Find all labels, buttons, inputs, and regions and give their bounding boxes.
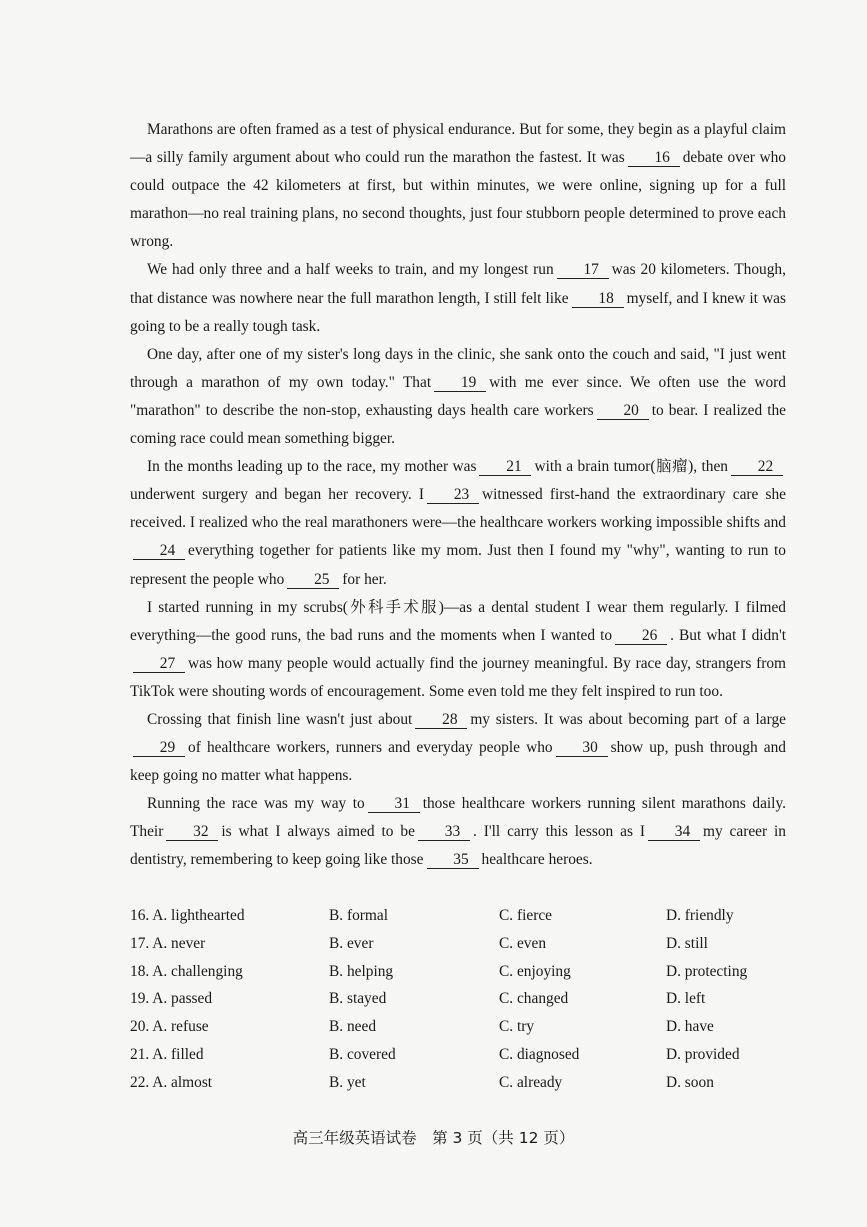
paragraph-text: I started running in my scrubs(外科手术服)—as a dental student I wear them regularly. I filmed everything—the good runs, the bad runs and the moments when I wanted to xyxy=(130,598,786,644)
option-row-18 xyxy=(130,958,786,986)
paragraph-text: those healthcare workers running silent marathons daily. Their xyxy=(130,795,786,841)
paragraph-text: One day, after one of my sister's long days in the clinic, she sank onto the couch and said, "I just went through a marathon of my own today." That xyxy=(130,345,786,391)
blank-23: 23 xyxy=(427,486,479,504)
paragraph-text: Marathons are often framed as a test of physical endurance. But for some, they begin as a playful claim—a silly family argument about who could run the marathon the fastest. It was xyxy=(130,121,786,167)
option-d: D. still xyxy=(666,934,708,952)
option-row-16 xyxy=(130,902,786,930)
paragraph-text: We had only three and a half weeks to train, and my longest run xyxy=(147,261,554,279)
paragraph-5 xyxy=(130,594,786,706)
option-row-22 xyxy=(130,1069,786,1097)
paragraph-text: everything together for patients like my mom. Just then I found my "why", wanting to run to represent the people who xyxy=(130,542,786,588)
paragraph-text: was 20 kilometers. Though, that distance was nowhere near the full marathon length, I still felt like xyxy=(130,261,786,307)
paragraph-text: . But what I didn't xyxy=(670,626,786,644)
paragraph-text: show up, push through and keep going no matter what happens. xyxy=(130,739,786,785)
blank-28: 28 xyxy=(415,711,467,729)
option-d: D. left xyxy=(666,990,706,1008)
option-a: 20. A. refuse xyxy=(130,1018,209,1036)
paragraph-text: witnessed first-hand the extraordinary care she received. I realized who the real marathoners were—the healthcare workers working impossible shifts and xyxy=(130,486,786,532)
paragraph-6 xyxy=(130,706,786,790)
paragraph-text: was how many people would actually find the journey meaningful. By race day, strangers from TikTok were shouting words of encouragement. Some even told me they felt inspired to run too. xyxy=(130,654,786,700)
cloze-passage xyxy=(130,116,786,875)
option-d: D. protecting xyxy=(666,962,748,980)
option-a: 18. A. challenging xyxy=(130,962,243,980)
option-row-19 xyxy=(130,985,786,1013)
blank-29: 29 xyxy=(133,739,185,757)
option-b: B. ever xyxy=(329,934,374,952)
paragraph-text: for her. xyxy=(342,570,387,588)
paragraph-1 xyxy=(130,116,786,256)
paragraph-text: underwent surgery and began her recovery. I xyxy=(130,486,425,504)
blank-31: 31 xyxy=(368,795,420,813)
paragraph-4 xyxy=(130,453,786,593)
blank-18: 18 xyxy=(572,290,624,308)
option-b: B. covered xyxy=(329,1045,396,1063)
option-b: B. stayed xyxy=(329,990,387,1008)
option-b: B. yet xyxy=(329,1073,366,1091)
option-row-20 xyxy=(130,1013,786,1041)
option-b: B. need xyxy=(329,1018,377,1036)
option-a: 21. A. filled xyxy=(130,1045,204,1063)
paragraph-7 xyxy=(130,790,786,874)
option-a: 16. A. lighthearted xyxy=(130,907,245,924)
paragraph-text: my sisters. It was about becoming part of a large xyxy=(470,710,786,728)
option-c: C. diagnosed xyxy=(499,1045,580,1063)
option-row-21 xyxy=(130,1041,786,1069)
blank-33: 33 xyxy=(418,823,470,841)
paragraph-text: debate over who could outpace the 42 kilometers at first, but within minutes, we were online, signing up for a full marathon—no real training plans, no second thoughts, just four stubborn people determined to prove each wrong. xyxy=(130,149,786,251)
paragraph-3 xyxy=(130,341,786,453)
blank-16: 16 xyxy=(628,149,680,167)
option-a: 17. A. never xyxy=(130,934,206,952)
paragraph-text: . I'll carry this lesson as I xyxy=(472,823,645,841)
paragraph-text: In the months leading up to the race, my mother was xyxy=(147,458,477,476)
paragraph-text: with me ever since. We often use the word "marathon" to describe the non-stop, exhausting days health care workers xyxy=(130,373,786,419)
option-b: B. helping xyxy=(329,962,394,980)
blank-24: 24 xyxy=(133,542,185,560)
option-d: D. soon xyxy=(666,1073,714,1091)
option-d: D. have xyxy=(666,1018,714,1036)
blank-17: 17 xyxy=(557,261,609,279)
option-d: D. provided xyxy=(666,1045,740,1063)
option-row-17 xyxy=(130,930,786,958)
blank-34: 34 xyxy=(648,823,700,841)
option-c: C. even xyxy=(499,934,547,952)
option-d: D. friendly xyxy=(666,907,734,924)
blank-35: 35 xyxy=(427,851,479,869)
blank-20: 20 xyxy=(597,402,649,420)
option-c: C. changed xyxy=(499,990,569,1008)
paragraph-text: my career in dentistry, remembering to keep going like those xyxy=(130,823,786,869)
blank-30: 30 xyxy=(556,739,608,757)
blank-22: 22 xyxy=(731,458,783,476)
paragraph-text: to bear. I realized the coming race could mean something bigger. xyxy=(130,401,787,448)
blank-25: 25 xyxy=(287,571,339,589)
answer-options xyxy=(130,902,786,1097)
option-c: C. enjoying xyxy=(499,962,571,980)
page-footer: 高三年级英语试卷 第 3 页（共 12 页） xyxy=(292,1129,575,1147)
paragraph-2 xyxy=(130,256,786,340)
paragraph-text: of healthcare workers, runners and everyday people who xyxy=(188,739,553,757)
paragraph-text: Running the race was my way to xyxy=(147,795,365,813)
option-c: C. try xyxy=(499,1018,535,1036)
blank-27: 27 xyxy=(133,655,185,673)
paragraph-text: healthcare heroes. xyxy=(481,851,593,869)
paragraph-text: is what I always aimed to be xyxy=(221,823,415,841)
blank-26: 26 xyxy=(615,627,667,645)
blank-21: 21 xyxy=(479,458,531,476)
option-a: 22. A. almost xyxy=(130,1073,213,1091)
blank-32: 32 xyxy=(166,823,218,841)
option-a: 19. A. passed xyxy=(130,990,213,1008)
option-c: C. already xyxy=(499,1073,563,1091)
option-b: B. formal xyxy=(329,907,388,924)
option-c: C. fierce xyxy=(499,907,552,924)
paragraph-text: myself, and I knew it was going to be a really tough task. xyxy=(130,289,787,335)
blank-19: 19 xyxy=(434,374,486,392)
paragraph-text: with a brain tumor(脑瘤), then xyxy=(534,458,728,476)
paragraph-text: Crossing that finish line wasn't just about xyxy=(147,710,413,728)
